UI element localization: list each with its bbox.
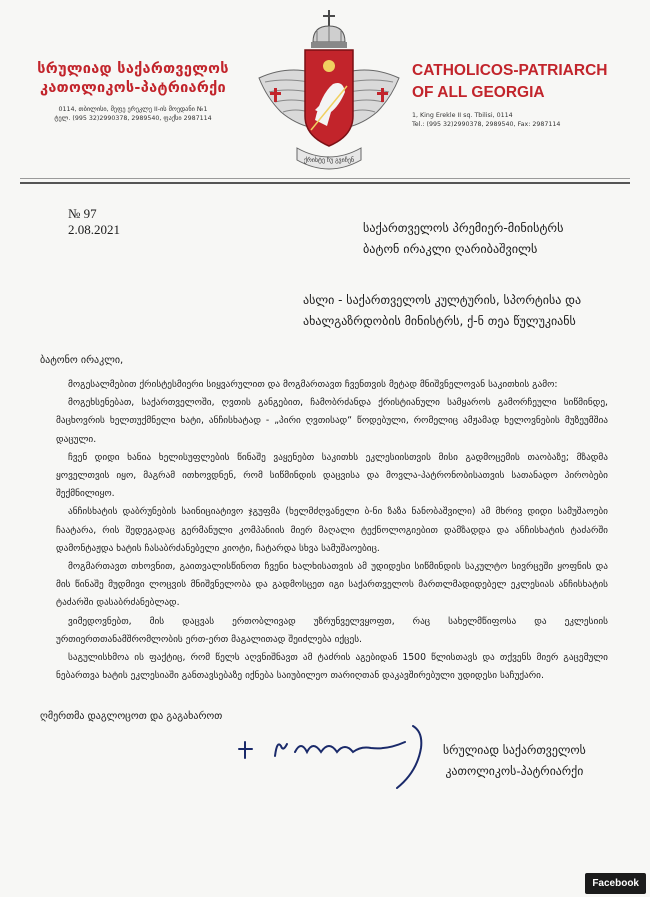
signature-title-line1: სრულიად საქართველოს bbox=[443, 743, 586, 757]
georgian-letterhead bbox=[14, 60, 252, 123]
english-address-line2: Tel.: (995 32)2990378, 2989540, Fax: 2987114 bbox=[412, 121, 561, 128]
document-reference bbox=[68, 206, 120, 238]
paragraph: მოგმართავთ თხოვნით, გაითვალისწინოთ ჩვენი ხალხისათვის ამ უდიდესი სიწმინდის საკულტო სივრცეში ყოფნის და მის წინაშე მუდმივი ლოცვის მნიშვნელობა და გადმოსცეთ იგი საქართველოს მართლმადიდებელ ეკლესიას ანჩისხატის ტაძარში დასაბრძანებლად. bbox=[56, 561, 608, 609]
copy-line2: ახალგაზრდობის მინისტრს, ქ-ნ თეა წულუკიანს bbox=[303, 314, 576, 328]
english-title-line1: CATHOLICOS-PATRIARCH bbox=[412, 62, 608, 79]
header-divider-thick bbox=[20, 182, 630, 184]
patriarchate-emblem-icon bbox=[255, 8, 403, 176]
recipient-block bbox=[363, 218, 564, 260]
paragraph: მოგეხსენებათ, საქართველოში, ღვთის განგებით, ჩამობრძანდა ქრისტიანული სამყაროს გამორჩეული სიწმინდე, მაცხოვრის ხელთუქმნელი ხატი, ანჩისხატად - „პირი ღვთისად“ წოდებული, რომელიც ამჟამად ხელოვნების მუზეუმშია დაცული. bbox=[56, 397, 608, 445]
emblem-motto: ქრისტე ჩუ გვიჩენ bbox=[303, 157, 355, 164]
document-number: № 97 bbox=[68, 206, 97, 221]
salutation: ბატონო ირაკლი, bbox=[40, 355, 124, 366]
georgian-title-line2: კათოლიკოს-პატრიარქი bbox=[39, 80, 227, 96]
recipient-line2: ბატონ ირაკლი ღარიბაშვილს bbox=[363, 242, 538, 256]
letter-body bbox=[56, 376, 608, 685]
paragraph: ჩვენ დიდი ხანია ხელისუფლების წინაშე ვაყენებთ საკითხს ეკლესიისთვის მისი გადმოცემის თაობაზე; მზადმა ყოველთვის იყო, მაგრამ ითხოვდნენ, რომ სიწმინდის დაცვისა და მოვლა-პატრონობისათვის სათანადო პირობები შექმნილიყო. bbox=[56, 451, 608, 500]
closing-line: ღმერთმა დაგლოცოთ და გაგახაროთ bbox=[40, 711, 223, 722]
english-address-line1: 1, King Erekle II sq. Tbilisi, 0114 bbox=[412, 112, 513, 119]
signature-title bbox=[443, 740, 586, 782]
copy-to-block bbox=[303, 290, 581, 332]
paragraph: საგულისხმოა ის ფაქტიც, რომ წელს აღვნიშნავთ ამ ტაძრის აგებიდან 1500 წლისთავს და თქვენს მიერ გაცემული ნებართვა ხატის ეკლესიაში განთავსებაზე იქნება საიუბილეო თარიღთან დაკავშირებული უდიდესი საჩუქარი. bbox=[56, 652, 608, 682]
english-title-line2: OF ALL GEORGIA bbox=[412, 84, 545, 101]
recipient-line1: საქართველოს პრემიერ-მინისტრს bbox=[363, 221, 564, 235]
header-divider bbox=[20, 178, 630, 179]
paragraph: ანჩისხატის დაბრუნების საინიციატივო ჯგუფმა (ხელმძღვანელი ბ-ნი ზაზა ნანობაშვილი) ამ მხრივ დიდი სამუშაოები ჩაატარა, რის შედეგადაც გერმანული კომპანიის მიერ მაღალი ტექნოლოგიებით დამზადდა და ანჩისხატის ტაძარში დამონტაჟდა ხატის ჩასაბრძანებელი კიოტი, ჩატარდა სხვა სამუშაოებიც. bbox=[56, 506, 608, 554]
paragraph: ვიმედოვნებთ, მის დაცვას ერთობლივად უზრუნველვყოფთ, რაც სახელმწიფოსა და ეკლესიის ურთიერთთანამშრომლობის ერთ-ერთ მაგალითად შეიძლება იქცეს. bbox=[56, 615, 608, 645]
georgian-address-line2: ტელ. (995 32)2990378, 2989540, ფაქსი 2987114 bbox=[54, 115, 212, 122]
facebook-source-badge: Facebook bbox=[585, 873, 646, 894]
english-letterhead bbox=[412, 60, 644, 129]
document-date: 2.08.2021 bbox=[68, 222, 120, 237]
handwritten-signature bbox=[237, 722, 437, 792]
georgian-title-line1: სრულიად საქართველოს bbox=[37, 61, 229, 77]
paragraph: მოგესალმებით ქრისტესმიერი სიყვარულით და მოგმართავთ ჩვენთვის მეტად მნიშვნელოვან საკითხის გამო: bbox=[68, 379, 558, 390]
signature-title-line2: კათოლიკოს-პატრიარქი bbox=[445, 764, 584, 778]
copy-line1: ასლი - საქართველოს კულტურის, სპორტისა და bbox=[303, 293, 582, 307]
georgian-address-line1: 0114, თბილისი, მეფე ერეკლე II-ის მოედანი №1 bbox=[58, 106, 208, 113]
